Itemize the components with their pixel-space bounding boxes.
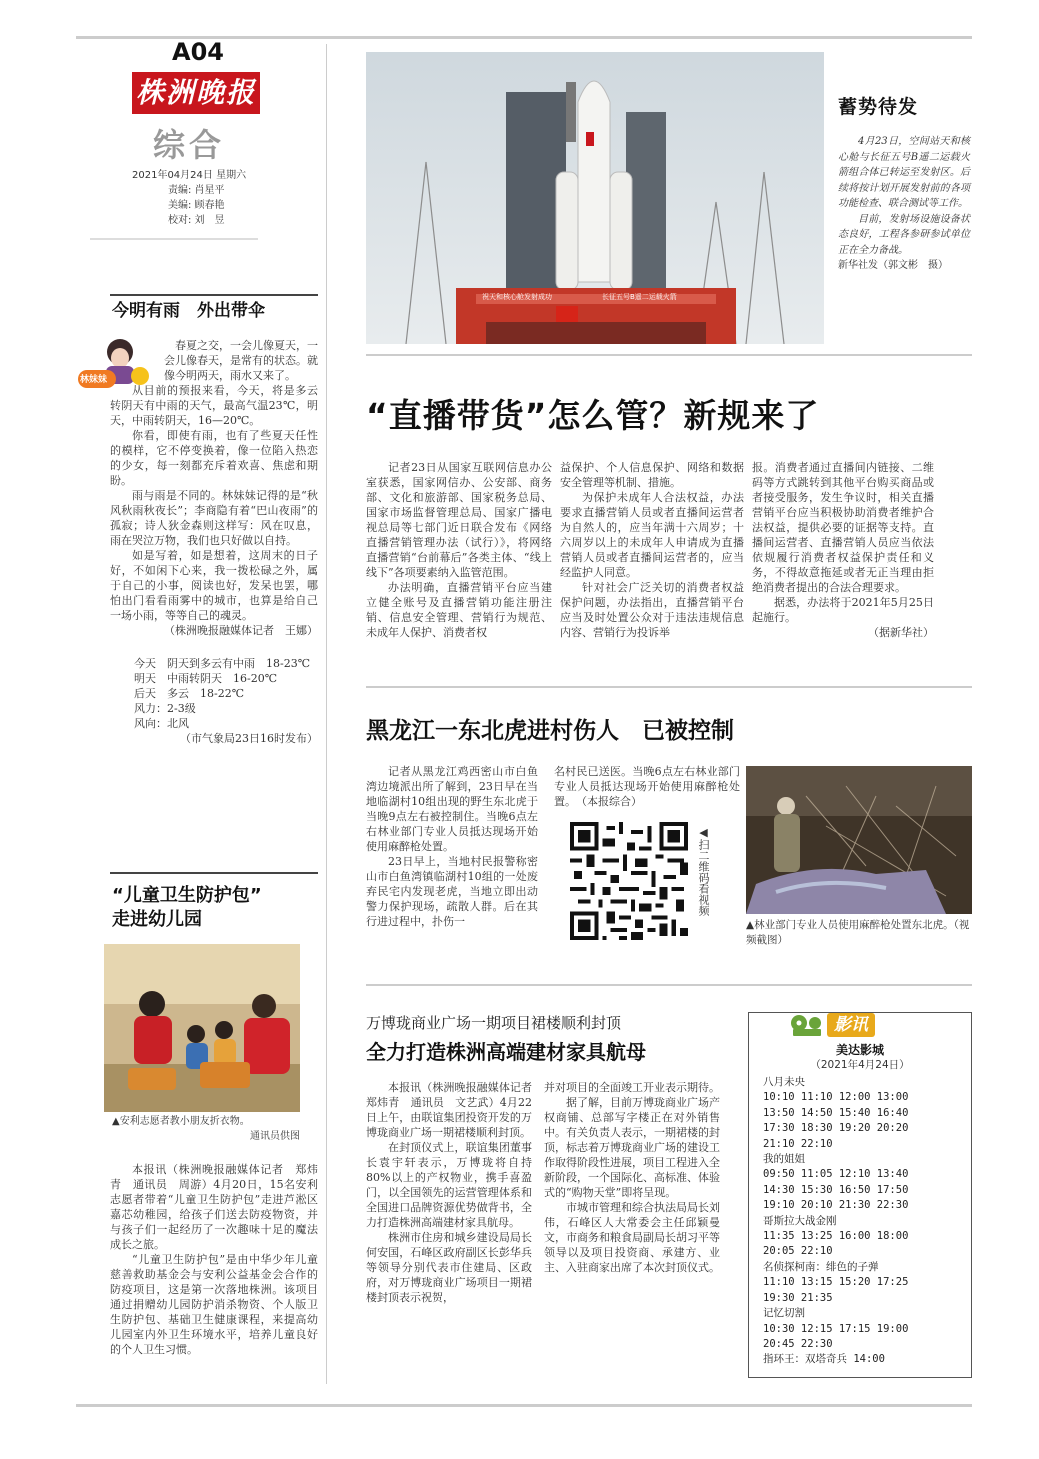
livestream-col1 [366,460,552,640]
mall-para: 株洲市住房和城乡建设局局长何安国，石峰区政府副区长彭华兵等领导分别代表市住建局、区政府，对万博珑商业广场项目一期裙楼封顶表示祝贺， [366,1231,532,1304]
page-number: A04 [172,38,224,66]
proofreader-line: 校对: 刘 昱 [168,215,225,226]
mall-para: 并对项目的全面竣工开业表示期待。 [544,1081,720,1094]
cinema-line: 20:45 22:30 [763,1337,833,1350]
mall-subhead: 万博珑商业广场一期项目裙楼顺利封顶 [366,1014,622,1032]
livestream-headline: “直播带货”怎么管？新规来了 [366,396,820,435]
livestream-col2 [560,460,744,640]
kids-photo [104,944,300,1112]
banner-left-text: 祝天和核心舱发射成功 [482,293,552,301]
livestream-source: （据新华社） [868,626,934,639]
weather-body [110,338,318,746]
masthead-info [132,168,246,228]
tiger-top-rule [366,686,972,688]
forecast-line: 风力：2-3级 [134,702,196,715]
kids-body [110,1162,318,1357]
mall-top-rule [366,984,972,986]
livestream-top-rule [366,354,972,356]
kids-headline-line2: 走进幼儿园 [112,909,202,930]
cinema-line: 11:35 13:25 16:00 18:00 [763,1230,909,1243]
kids-caption: ▲安利志愿者教小朋友折衣物。 [112,1116,250,1127]
rocket-title: 蓄势待发 [838,96,919,118]
weather-para: 你看，即使有雨，也有了些夏天任性的模样，它不停变换着，像一位陷入热恋的少女，每一刻都充斥着欢喜、焦虑和期盼。 [110,429,318,487]
cinema-line: 名侦探柯南：绯色的子弹 [763,1260,879,1273]
cinema-line: 八月未央 [763,1076,805,1088]
kids-headline [112,884,262,932]
cinema-line: 我的姐姐 [763,1153,805,1166]
livestream-para: 益保护、个人信息保护、网络和数据安全管理等机制、措施。 [560,461,744,489]
forecast-line: 明天 中雨转阴天 16-20℃ [134,672,278,685]
weather-para: 雨与雨是不同的。林妹妹记得的是“秋风秋雨秋夜长”；李商隐有着“巴山夜雨”的孤寂；诗人狄金森则这样写：风在叹息，雨在哭泣万物，我们也只好做以自持。 [110,489,318,547]
cinema-line: 20:05 22:10 [763,1245,833,1258]
livestream-para: 针对社会广泛关切的消费者权益保护问题，办法指出，直播营销平台应当及时处置公众对于违法违规信息内容、营销行为投诉举 [560,581,744,639]
cinema-line: 11:10 13:15 15:20 17:25 [763,1276,909,1289]
qr-code-icon [570,822,688,940]
kids-headline-line1: “儿童卫生防护包” [112,885,262,906]
livestream-para: 办法明确，直播营销平台应当建立健全账号及直播营销功能注册注销、信息安全管理、营销行为规范、未成年人保护、消费者权 [366,581,552,639]
cinema-line: 记忆切割 [763,1307,805,1320]
mall-para: 在封顶仪式上，联谊集团董事长袁宇轩表示，万博珑将自持80%以上的产权物业，携手喜盈门，以全国领先的运营管理体系和全国进口品牌资源优势做背书，全力打造株洲高端建材家具航母。 [366,1141,532,1229]
rocket-photo [366,52,824,344]
cinema-box [748,1012,972,1378]
mall-headline: 全力打造株洲高端建材家具航母 [366,1040,646,1064]
livestream-para: 据悉，办法将于2021年5月25日起施行。 [752,596,934,624]
column-divider [326,44,327,1384]
tiger-para: 23日早上，当地村民报警称密山市白鱼湾镇临湖村10组的一处废弃民宅内发现老虎，当地立即出动警力保护现场，疏散人群。后在其行进过程中，扑伤一 [366,855,538,928]
banner-right-text: 长征五号B遥二运载火箭 [602,293,677,301]
livestream-para: 记者23日从国家互联网信息办公室获悉，国家网信办、公安部、商务部、文化和旅游部、国家税务总局、国家市场监督管理总局、国家广播电视总局等七部门近日联合发布《网络直播营销管理办法（试行）》，将网络直播营销“台前幕后”各类主体、“线上线下”各项要素纳入监管范围。 [366,461,552,579]
mall-para: 本报讯（株洲晚报融媒体记者 郑炜青 通讯员 文艺武）4月22日上午，由联谊集团投资开发的万博珑商业广场一期裙楼顺利封顶。 [366,1081,543,1139]
forecast-line: 今天 阴天到多云有中雨 18-23℃ [134,657,311,670]
livestream-para: 为保护未成年人合法权益，办法要求直播营销人员或者直播间运营者为自然人的，应当年满十六周岁；十六周岁以上的未成年人申请成为直播营销人员或者直播间运营者的，应当经监护人同意。 [560,491,744,579]
kids-para: 本报讯（株洲晚报融媒体记者 郑炜青 通讯员 周游）4月20日，15名安利志愿者带着“儿童卫生防护包”走进芦淞区嘉芯幼稚园，给孩子们送去防疫物资，并与孩子们一起经历了一次趣味十足的魔法成长之旅。 [110,1163,318,1251]
kids-top-rule [110,872,318,874]
weather-para: 从目前的预报来看，今天，将是多云转阴天有中雨的天气，最高气温23℃，明天，中雨转阴天，16—20℃。 [110,384,318,427]
kids-caption-block [112,1114,300,1144]
tiger-col1 [366,764,538,929]
bottom-rule [76,1404,972,1407]
rocket-body2: 目前，发射场设施设备状态良好，工程各参研参试单位正在全力备战。 [838,213,970,256]
forecast-line: 后天 多云 18-22℃ [134,687,245,700]
tiger-caption: ▲林业部门专业人员使用麻醉枪处置东北虎。（视频截图） [746,919,970,946]
designer-line: 美编: 顾春艳 [168,200,225,211]
tiger-qr-label: ◀扫二维码看视频 [697,826,710,916]
mall-para: 市城市管理和综合执法局局长刘伟，石峰区人大常委会主任邱颖曼文，市商务和粮食局副局长胡习平等领导以及项目投资商、承建方、业主、入驻商家出席了本次封顶仪式。 [544,1201,720,1274]
cinema-line: 指环王：双塔奇兵 14:00 [763,1353,885,1366]
tiger-headline: 黑龙江一东北虎进村伤人 已被控制 [366,718,734,744]
cinema-line: 哥斯拉大战金刚 [763,1214,837,1227]
tiger-col2: 名村民已送医。当晚6点左右林业部门专业人员抵达现场开始使用麻醉枪处置。 （本报综合） [554,765,740,808]
cinema-name: 美达影城 [835,1043,884,1057]
cinema-line: 10:10 11:10 12:00 13:00 [763,1091,909,1104]
section-title: 综合 [153,126,226,164]
cinema-line: 14:30 15:30 16:50 17:50 [763,1183,909,1196]
weather-para: 春夏之交，一会儿像夏天，一会儿像春天，是常有的状态。就像今明两天，雨水又来了。 [164,339,318,382]
kids-para: “儿童卫生防护包”是由中华少年儿童慈善救助基金会与安利公益基金会合作的防疫项目，这是第一次落地株洲。该项目通过捐赠幼儿园防护消杀物资、个人版卫生防护包、基础卫生健康课程，来提高幼儿园室内外卫生环境水平，培养儿童良好的个人卫生习惯。 [110,1253,318,1356]
tiger-para: 记者从黑龙江鸡西密山市白鱼湾边境派出所了解到，23日早在当地临湖村10组出现的野生东北虎于当晚9点左右被控制住。当晚6点左右林业部门专业人员抵达现场开始使用麻醉枪处置。 [366,765,538,853]
rocket-body: 4月23日，空间站天和核心舱与长征五号B遥二运载火箭组合体已转运至发射区。后续将按计划开展发射前的各项功能检查、联合测试等工作。 [838,136,970,209]
cinema-line: 19:10 20:10 21:30 22:30 [763,1199,909,1212]
cinema-line: 13:50 14:50 15:40 16:40 [763,1106,909,1119]
editor-line: 责编: 肖星平 [168,185,225,196]
date-line: 2021年04月24日 星期六 [132,170,247,181]
cinema-badge [787,1013,887,1037]
paper-logo [132,72,260,114]
masthead-rule [90,238,258,240]
livestream-col3 [752,460,934,640]
tiger-photo-image [746,766,972,914]
cinema-line: 19:30 21:35 [763,1291,833,1304]
forecast-line: 风向：北风 [134,717,189,730]
rocket-caption [838,134,970,274]
mall-para: 据了解，目前万博珑商业广场产权商铺、总部写字楼正在对外销售中。有关负责人表示，一期裙楼的封顶，标志着万博珑商业广场的建设工作取得阶段性进展，项目工程进入全新阶段，一个国际化、高标准、体验式的“购物天堂”即将呈现。 [544,1096,720,1199]
mall-col1 [366,1080,543,1305]
cinema-line: 21:10 22:10 [763,1137,833,1150]
cinema-listings [763,1075,908,1368]
weather-badge-label: 林妹妹 [80,375,108,385]
kids-credit: 通讯员供图 [250,1131,300,1142]
cinema-line: 09:50 11:05 12:10 13:40 [763,1168,909,1181]
tiger-photo [746,766,972,914]
rocket-credit: 新华社发（郭文彬 摄） [838,260,948,271]
kids-photo-image [104,944,300,1112]
rocket-photo-image [366,52,824,344]
mall-col2 [544,1080,720,1275]
cinema-line: 10:30 12:15 17:15 19:00 [763,1322,909,1335]
cinema-badge-label: 影讯 [827,1013,875,1037]
cinema-line: 17:30 18:30 19:20 20:20 [763,1122,909,1135]
weather-source: （市气象局23日16时发布） [180,732,318,745]
paper-logo-text: 株洲晚报 [135,76,256,109]
film-reel-icon [787,1013,827,1037]
weather-byline: （株洲晚报融媒体记者 王娜） [164,624,318,637]
livestream-para: 报。消费者通过直播间内链接、二维码等方式跳转到其他平台购买商品或者接受服务，发生争议时，相关直播营销平台应当积极协助消费者维护合法权益，提供必要的证据等支持。直播间运营者、直播营销人员应当依法依规履行消费者权益保护责任和义务，不得故意拖延或者无正当理由拒绝消费者提出的合法合理要求。 [752,461,934,594]
weather-headline: 今明有雨 外出带伞 [112,301,265,321]
tiger-qr-code[interactable] [570,822,688,940]
weather-para: 如是写着，如是想着，这周末的日子好，不如闲下心来，我一拨松碌之外，属于自己的小事，阅读也好，发呆也罢，哪怕出门看看雨雾中的城市，也算是给自己一场小雨，等等自己的魂灵。 [110,549,318,622]
cinema-date: （2021年4月24日） [810,1059,910,1071]
